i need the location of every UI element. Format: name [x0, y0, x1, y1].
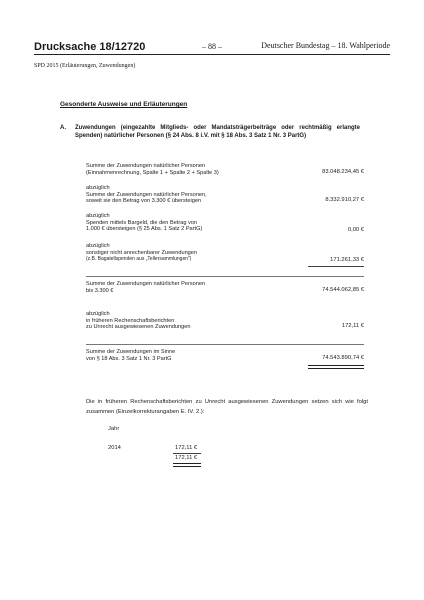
row-line: abzüglich: [86, 185, 110, 191]
row-description: [86, 349, 286, 362]
document-number-prefix: Drucksache 18/: [34, 41, 115, 53]
row-line: Summe der Zuwendungen natürlicher Personen: [86, 281, 206, 287]
row-line: Spenden mittels Bargeld, die den Betrag von: [86, 219, 198, 226]
explanatory-paragraph: Die in früheren Rechenschaftsberichten zu Unrecht ausgewiesenen Zuwendungen setzen sich wie folgt zusammen (Einzelkorrekturangaben E. IV. 2.):: [86, 399, 368, 415]
section-title: Gesonderte Ausweise und Erläuterungen: [60, 101, 188, 108]
row-description: [86, 213, 286, 233]
page-number: – 88 –: [202, 42, 222, 51]
row-description: [86, 311, 286, 331]
total-value: 74.543.890,74 €: [322, 355, 364, 361]
year-total: 172,11 €: [175, 455, 198, 461]
subtotal-rule: [308, 266, 364, 267]
row-value: 0,00 €: [347, 227, 364, 233]
section-divider: [86, 344, 364, 345]
row-line: Summe der Zuwendungen im Sinne: [86, 349, 176, 355]
row-line: von § 18 Abs. 3 Satz 1 Nr. 3 PartG: [86, 355, 172, 362]
row-line: in früheren Rechenschaftsberichten: [86, 317, 175, 324]
row-line: abzüglich: [86, 213, 110, 219]
row-description: [86, 281, 286, 294]
row-line: abzüglich: [86, 243, 110, 249]
year-total-double-rule: [173, 463, 201, 467]
row-description: [86, 163, 286, 176]
row-value: 8.332.910,27 €: [325, 197, 364, 203]
item-a-text: Zuwendungen (eingezahlte Mitglieds- oder Mandatsträgerbeiträge oder rechtmäßig erlangte Spenden) natürlicher Personen (§ 24 Abs. 8 i.V. mit § 18 Abs. 3 Satz 1 Nr. 3 PartG): [75, 125, 360, 139]
row-description: [86, 185, 286, 205]
row-line: sonstiger nicht anrechenbarer Zuwendungen: [86, 249, 198, 256]
row-line: (Einnahmenrechnung, Spalte 1 + Spalte 2 + Spalte 3): [86, 169, 219, 176]
row-value: 172,11 €: [341, 323, 364, 329]
row-line: soweit sie den Betrag von 3.300 € übersteigen: [86, 198, 202, 204]
row-value: 83.048.234,45 €: [322, 169, 364, 175]
row-line: 1.000 € übersteigen (§ 25 Abs. 1 Satz 2 PartG): [86, 226, 203, 232]
total-double-rule: [308, 365, 364, 369]
row-value: 74.544.062,85 €: [322, 287, 364, 293]
section-divider: [86, 276, 364, 277]
row-line: Summe der Zuwendungen natürlicher Personen,: [86, 191, 207, 198]
item-a-label: A.: [60, 125, 66, 131]
document-number-value: 12720: [114, 41, 146, 53]
row-line: abzüglich: [86, 311, 110, 317]
row-description: [86, 243, 286, 263]
year-column-header: Jahr: [108, 426, 120, 432]
year-cell: 2014: [108, 445, 121, 451]
header-divider: [34, 54, 390, 55]
row-value: 171.261,33 €: [330, 257, 364, 263]
row-line: zu Unrecht ausgewiesenen Zuwendungen: [86, 324, 191, 330]
row-line: (z.B. Bagatellspenden aus „Tellersammlungen“): [86, 256, 192, 262]
row-line: Summe der Zuwendungen natürlicher Personen: [86, 163, 206, 169]
year-value: 172,11 €: [175, 445, 198, 451]
parliament-period: Deutscher Bundestag – 18. Wahlperiode: [261, 41, 390, 50]
row-line: bis 3.300 €: [86, 287, 114, 294]
year-subtotal-rule: [173, 453, 201, 454]
running-subheader: SPD 2015 (Erläuterungen, Zuwendungen): [34, 63, 136, 69]
